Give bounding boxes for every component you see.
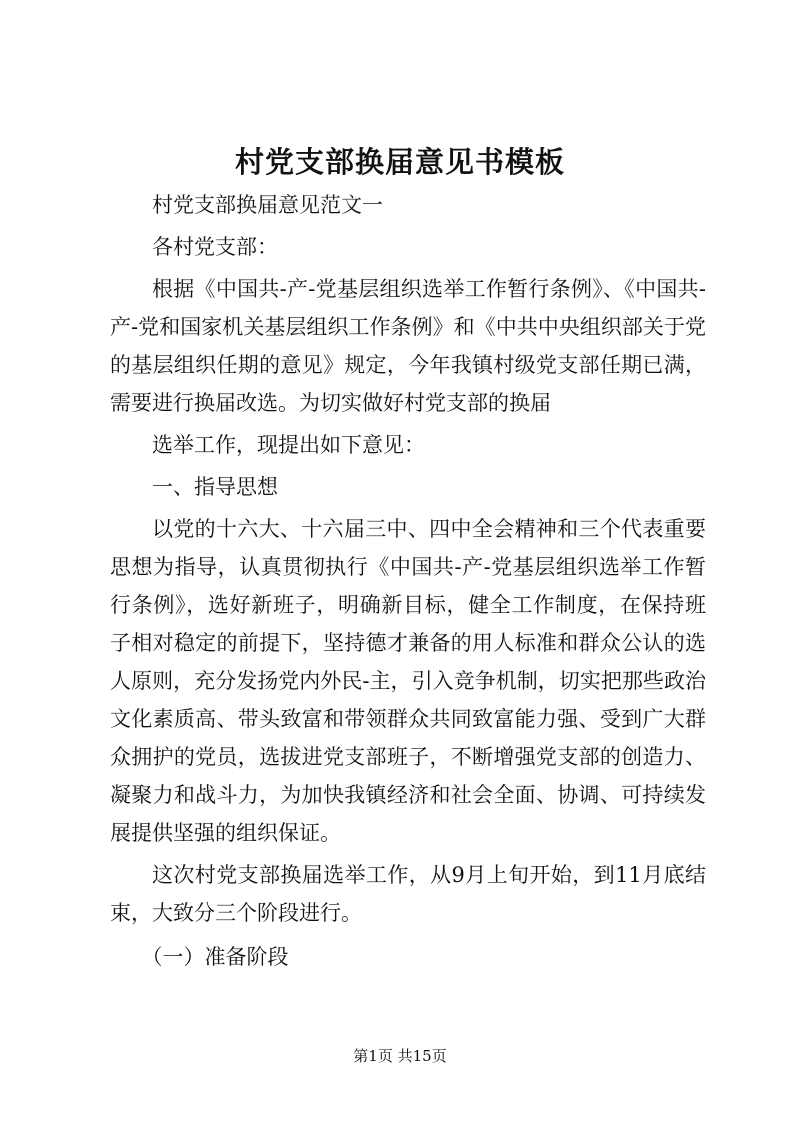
paragraph-guiding-thought: 以党的十六大、十六届三中、四中全会精神和三个代表重要思想为指导，认真贯彻执行《中国共-产-党基层组织选举工作暂行条例》，选好新班子，明确新目标，健全工作制度，在保持班子相对稳定的前提下，坚持德才兼备的用人标准和群众公认的选人原则，充分发扬党内外民-主，引入竞争机制，切实把那些政治文化素质高、带头致富和带领群众共同致富能力强、受到广大群众拥护的党员，选拔进党支部班子，不断增强党支部的创造力、凝聚力和战斗力，为加快我镇经济和社会全面、协调、可持续发展提供坚强的组织保证。: [110, 517, 706, 845]
document-title: 村党支部换届意见书模板: [234, 145, 565, 179]
paragraph-proposal: 选举工作，现提出如下意见：: [152, 433, 425, 457]
document-body: [110, 186, 706, 976]
paragraph-schedule: 这次村党支部换届选举工作，从9月上旬开始，到11月底结束，大致分三个阶段进行。: [110, 863, 706, 925]
section-heading-preparation-stage: （一）准备阶段: [141, 945, 289, 969]
paragraph-subtitle: 村党支部换届意见范文一: [152, 193, 383, 217]
section-heading-guiding-thought: 一、指导思想: [152, 475, 278, 499]
paragraph-basis: 根据《中国共-产-党基层组织选举工作暂行条例》、《中国共-产-党和国家机关基层组织工作条例》和《中共中央组织部关于党的基层组织任期的意见》规定，今年我镇村级党支部任期已满，需要进行换届改选。为切实做好村党支部的换届: [110, 277, 706, 415]
paragraph-salutation: 各村党支部：: [152, 235, 278, 259]
page-number-footer: 第1页 共15页: [353, 1047, 447, 1065]
